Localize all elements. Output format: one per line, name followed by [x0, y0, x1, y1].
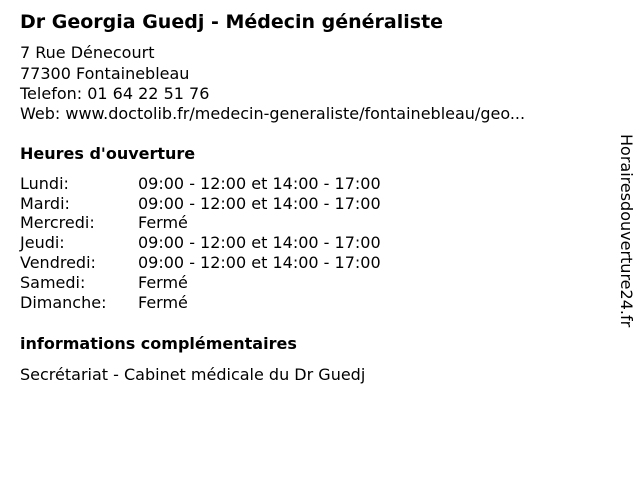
- hours-value: 09:00 - 12:00 et 14:00 - 17:00: [138, 194, 381, 213]
- hours-row-monday: [20, 174, 440, 194]
- day-label: Jeudi:: [20, 233, 65, 252]
- hours-row-saturday: [20, 273, 440, 293]
- page-title: Dr Georgia Guedj - Médecin généraliste: [20, 11, 444, 33]
- hours-row-friday: [20, 253, 440, 273]
- street-address: 7 Rue Dénecourt: [20, 43, 155, 62]
- site-watermark: [612, 134, 636, 344]
- hours-row-wednesday: [20, 213, 440, 233]
- day-label: Vendredi:: [20, 253, 96, 272]
- additional-info-text: Secrétariat - Cabinet médicale du Dr Guedj: [20, 365, 366, 384]
- hours-value: Fermé: [138, 213, 188, 232]
- hours-value: 09:00 - 12:00 et 14:00 - 17:00: [138, 233, 381, 252]
- hours-value: 09:00 - 12:00 et 14:00 - 17:00: [138, 174, 381, 193]
- phone-number: Telefon: 01 64 22 51 76: [20, 84, 210, 103]
- opening-hours-heading: Heures d'ouverture: [20, 144, 196, 163]
- hours-row-sunday: [20, 293, 440, 313]
- day-label: Samedi:: [20, 273, 86, 292]
- city-address: 77300 Fontainebleau: [20, 64, 190, 83]
- hours-row-tuesday: [20, 194, 440, 214]
- website-link[interactable]: Web: www.doctolib.fr/medecin-generaliste/fontainebleau/geo...: [20, 104, 526, 123]
- hours-value: Fermé: [138, 293, 188, 312]
- day-label: Mercredi:: [20, 213, 95, 232]
- day-label: Mardi:: [20, 194, 70, 213]
- additional-info-heading: informations complémentaires: [20, 334, 297, 353]
- day-label: Lundi:: [20, 174, 69, 193]
- day-label: Dimanche:: [20, 293, 107, 312]
- hours-row-thursday: [20, 233, 440, 253]
- hours-value: 09:00 - 12:00 et 14:00 - 17:00: [138, 253, 381, 272]
- watermark-text: Horairesdouverture24.fr: [617, 134, 636, 328]
- hours-value: Fermé: [138, 273, 188, 292]
